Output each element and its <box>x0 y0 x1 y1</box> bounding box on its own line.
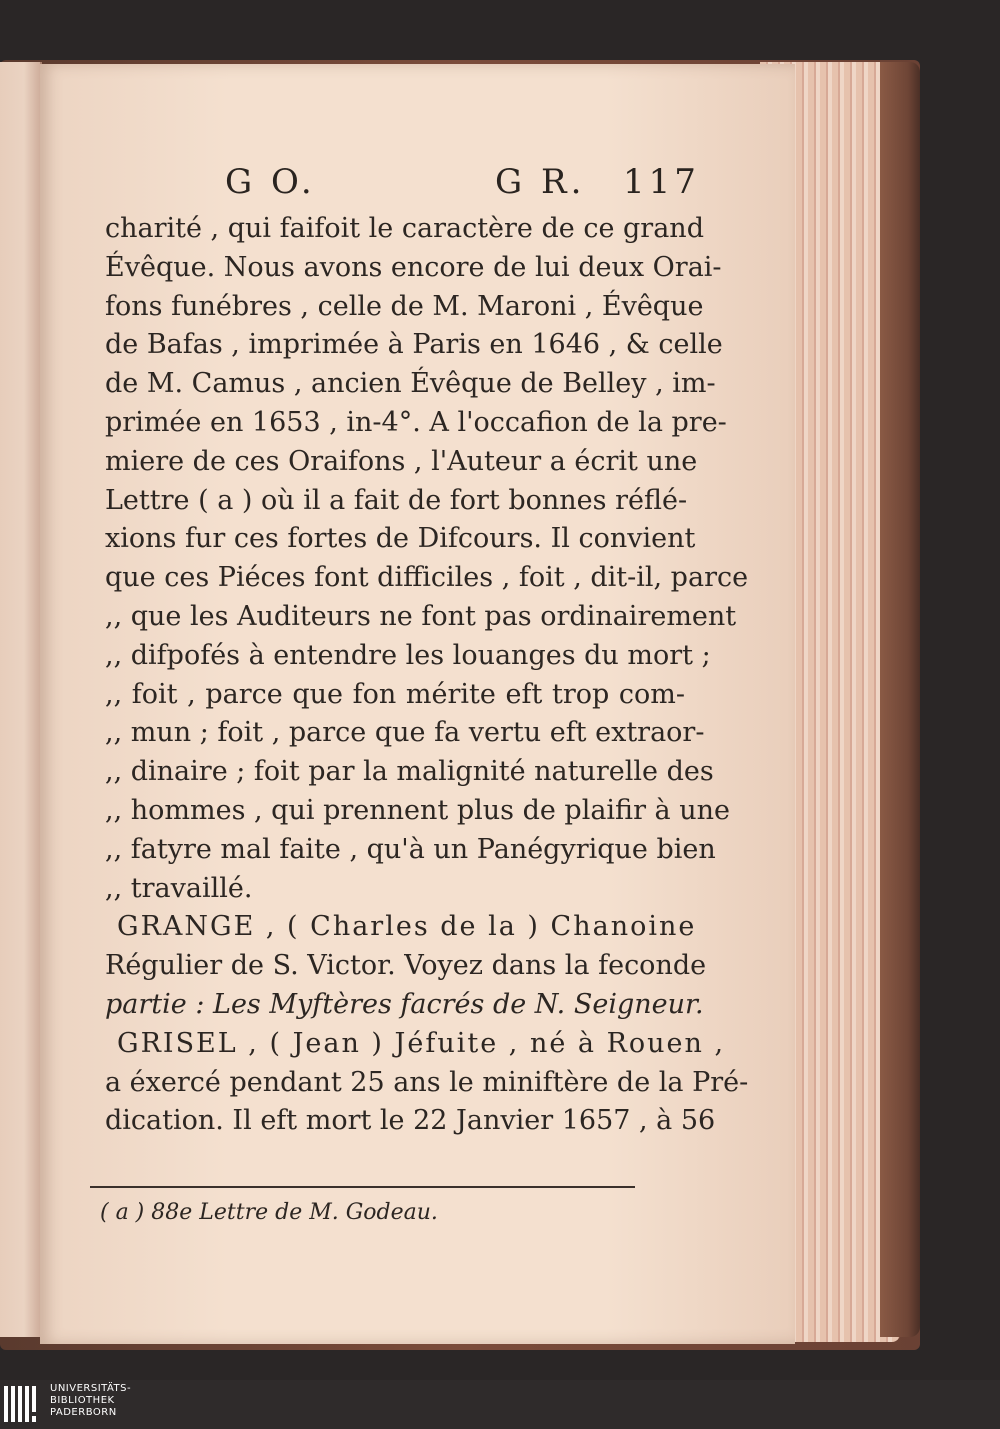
text-line: ,, foit , parce que fon mérite eft trop com- <box>105 678 685 710</box>
text-line: ,, travaillé. <box>105 872 253 904</box>
text-line: charité , qui faifoit le caractère de ce grand <box>105 213 704 244</box>
text-line: que ces Piéces font difficiles , foit , dit-il, parce <box>105 562 749 594</box>
footnote: ( a ) 88e Lettre de M. Godeau. <box>100 1200 438 1225</box>
text-line: ,, dinaire ; foit par la malignité naturelle des <box>105 756 714 788</box>
text-line: ,, difpofés à entendre les louanges du mort ; <box>105 639 711 671</box>
text-line: a éxercé pendant 25 ans le miniftère de la Pré- <box>105 1066 749 1098</box>
entry-heading-grange: GRANGE , ( Charles de la ) Chanoine <box>117 911 697 943</box>
text-line: ,, mun ; foit , parce que fa vertu eft extraor- <box>105 717 705 749</box>
text-line: xions fur ces fortes de Difcours. Il convient <box>105 523 696 555</box>
text-line: dication. Il eft mort le 22 Janvier 1657 , à 56 <box>105 1105 716 1137</box>
library-logo-icon <box>4 1386 42 1422</box>
body-text <box>105 210 749 1141</box>
text-line: miere de ces Oraifons , l'Auteur a écrit une <box>105 445 698 477</box>
text-line: ,, hommes , qui prennent plus de plaifir à une <box>105 794 730 826</box>
book-spine-edge <box>880 62 920 1337</box>
text-line: de Bafas , imprimée à Paris en 1646 , & celle <box>105 329 723 361</box>
text-line: Régulier de S. Victor. Voyez dans la feconde <box>105 950 707 982</box>
library-logo-text <box>50 1383 131 1419</box>
text-line: de M. Camus , ancien Évêque de Belley , im- <box>105 368 716 400</box>
text-line: fons funébres , celle de M. Maroni , Évêque <box>105 290 704 322</box>
text-line: partie : Les Myftères facrés de N. Seigneur. <box>105 988 704 1020</box>
text-line: ,, que les Auditeurs ne font pas ordinairement <box>105 600 737 632</box>
page-number: 117 <box>623 162 700 202</box>
logo-line-3: PADERBORN <box>50 1407 117 1418</box>
text-line: ,, fatyre mal faite , qu'à un Panégyrique bien <box>105 833 716 865</box>
running-head-center: G R. <box>495 162 586 202</box>
text-line: Évêque. Nous avons encore de lui deux Orai- <box>105 251 722 283</box>
left-page-edge <box>0 62 42 1337</box>
logo-line-1: UNIVERSITÄTS- <box>50 1383 132 1394</box>
text-line: primée en 1653 , in-4°. A l'occafion de la pre- <box>105 406 727 438</box>
footnote-rule <box>90 1186 635 1188</box>
logo-line-2: BIBLIOTHEK <box>50 1395 115 1406</box>
running-head <box>225 162 700 206</box>
library-footer <box>0 1380 1000 1429</box>
running-head-left: G O. <box>225 162 316 202</box>
entry-heading-grisel: GRISEL , ( Jean ) Jéfuite , né à Rouen , <box>117 1027 726 1059</box>
text-line: Lettre ( a ) où il a fait de fort bonnes réflé- <box>105 484 688 516</box>
